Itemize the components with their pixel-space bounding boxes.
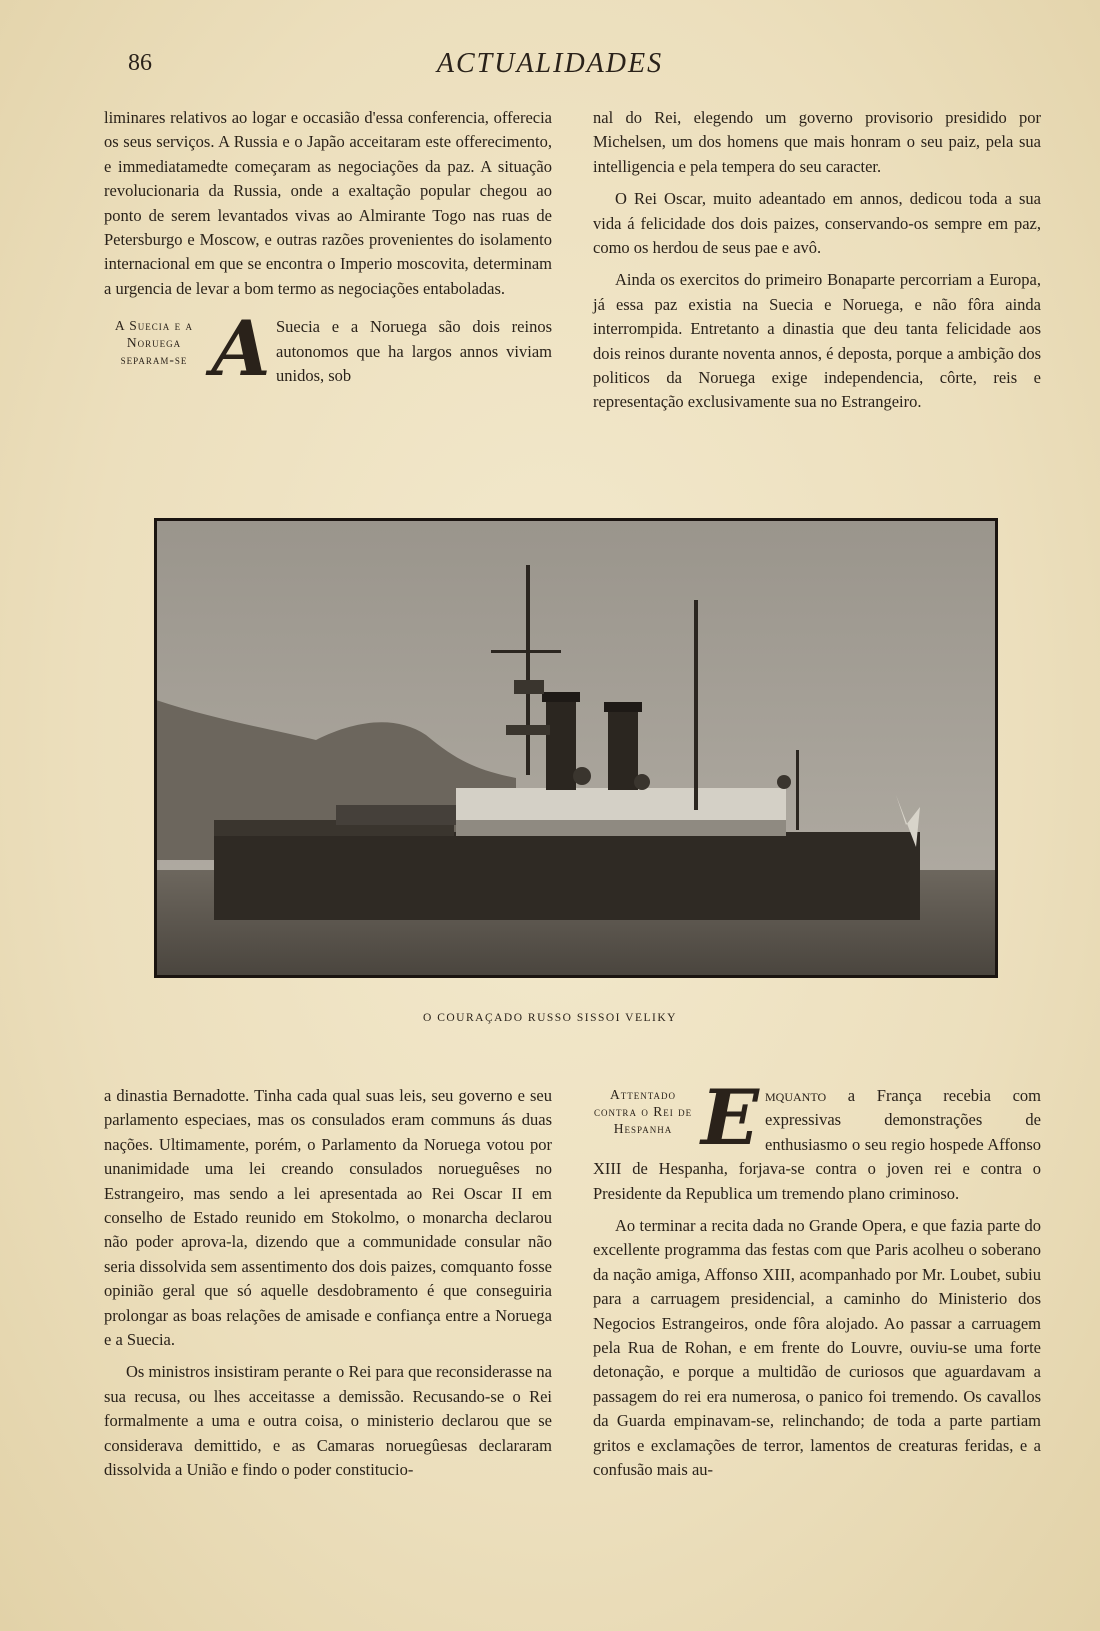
paragraph-text: Suecia e a Noruega são dois reinos autonomos que ha largos annos viviam unidos, sob xyxy=(276,317,552,386)
photo-caption: O COURAÇADO RUSSO SISSOI VELIKY xyxy=(423,1012,677,1024)
paragraph: Ainda os exercitos do primeiro Bonaparte percorriam a Europa, já essa paz existia na Suecia e Noruega, e não fôra ainda interrompida. Entretanto a dinastia que deu tanta felicidade aos dois reinos durante noventa annos, é deposta, porque a ambição dos politicos da Noruega exige independencia, côrte, reis e representação exclusivamente sua no Estrangeiro. xyxy=(593,270,1041,412)
paragraph-with-dropcap xyxy=(593,1073,1041,1206)
marginal-heading: A Suecia e a Noruega separam-se xyxy=(114,318,194,368)
column-bottom-right xyxy=(593,1073,1041,1491)
paragraph: nal do Rei, elegendo um governo provisorio presidido por Michelsen, um dos homens que mais honram o seu paiz, pela sua intelligencia e pela tempera do seu caracter. xyxy=(593,108,1041,176)
ornamental-dropcap: A xyxy=(211,304,271,394)
running-title: ACTUALIDADES xyxy=(436,48,664,79)
page-number: 86 xyxy=(128,50,152,76)
column-top-left xyxy=(104,106,552,396)
paragraph-text: a França recebia com expressivas demonstrações de enthusiasmo o seu regio hospede Affonso XIII de Hespanha, forjava-se contra o joven rei e contra o Presidente da Republica um tremendo plano criminoso. xyxy=(593,1086,1041,1203)
battleship-photograph xyxy=(154,518,998,978)
marginal-heading: Attentado contra o Rei de Hespanha xyxy=(593,1087,693,1136)
paragraph: Os ministros insistiram perante o Rei para que reconsiderasse na sua recusa, ou lhes acceitasse a demissão. Recusando-se o Rei formalmente a uma e outra coisa, o ministerio declarou que se considerava demittido, e as Camaras noruegûesas declararam dissolvida a União e findo o poder constitucio- xyxy=(104,1362,552,1480)
paragraph: Ao terminar a recita dada no Grande Opera, e que fazia parte do excellente programma das festas com que Paris acolheu o soberano da nação amiga, Affonso XIII, acompanhado por Mr. Loubet, subiu para a carruagem presidencial, a caminho do Ministerio dos Negocios Estrangeiros, onde fôra alojado. Ao passar a carruagem pela Rua de Rohan, e em frente do Louvre, ouviu-se uma forte detonação, e porque a multidão de curiosos que aguardavam a passagem do rei era numerosa, o panico foi tremendo. Os cavallos da Guarda empinavam-se, relinchando; de toda a parte partiam gritos e exclamações de terror, lamentos de creaturas feridas, e a confusão mais au- xyxy=(593,1216,1041,1480)
column-bottom-left xyxy=(104,1084,552,1491)
ornamental-dropcap: E xyxy=(701,1073,759,1162)
lead-in-word: mquanto xyxy=(765,1086,827,1105)
column-top-right xyxy=(593,106,1041,423)
paragraph: liminares relativos ao logar e occasião d'essa conferencia, offerecia os seus serviços. A Russia e o Japão acceitaram este offerecimento, e immediatamedte começaram as negociações da paz. A situação revolucionaria da Russia, onde a exaltação popular chegou ao ponto de serem levantados vivas ao Almirante Togo nas ruas de Petersburgo e Moscow, e outras razões provenientes do isolamento internacional em que se encontra o Imperio moscovita, determinam a urgencia de levar a bom termo as negociações entaboladas. xyxy=(104,108,552,298)
paragraph-with-dropcap xyxy=(104,304,552,394)
photo-illustration xyxy=(156,520,996,976)
paragraph: a dinastia Bernadotte. Tinha cada qual suas leis, seu governo e seu parlamento especiaes, mas os consulados eram communs ás duas nações. Ultimamente, porém, o Parlamento da Noruega votou por unanimidade uma lei creando consulados norueguêses no Estrangeiro, mas sendo a lei apresentada ao Rei Oscar II em conselho de Estado reunido em Stokolmo, o monarcha declarou não poder aprova-la, dizendo que a communidade consular não seria dissolvida sem assentimento dos dois paizes, comquanto fosse opinião geral que só aquelle desdobramento é que conseguiria prolongar as boas relações de amisade e confiança entre a Noruega e a Suecia. xyxy=(104,1086,552,1350)
paragraph: O Rei Oscar, muito adeantado em annos, dedicou toda a sua vida á felicidade dos dois paizes, conservando-os sempre em paz, como os herdou de seus pae e avô. xyxy=(593,189,1041,258)
